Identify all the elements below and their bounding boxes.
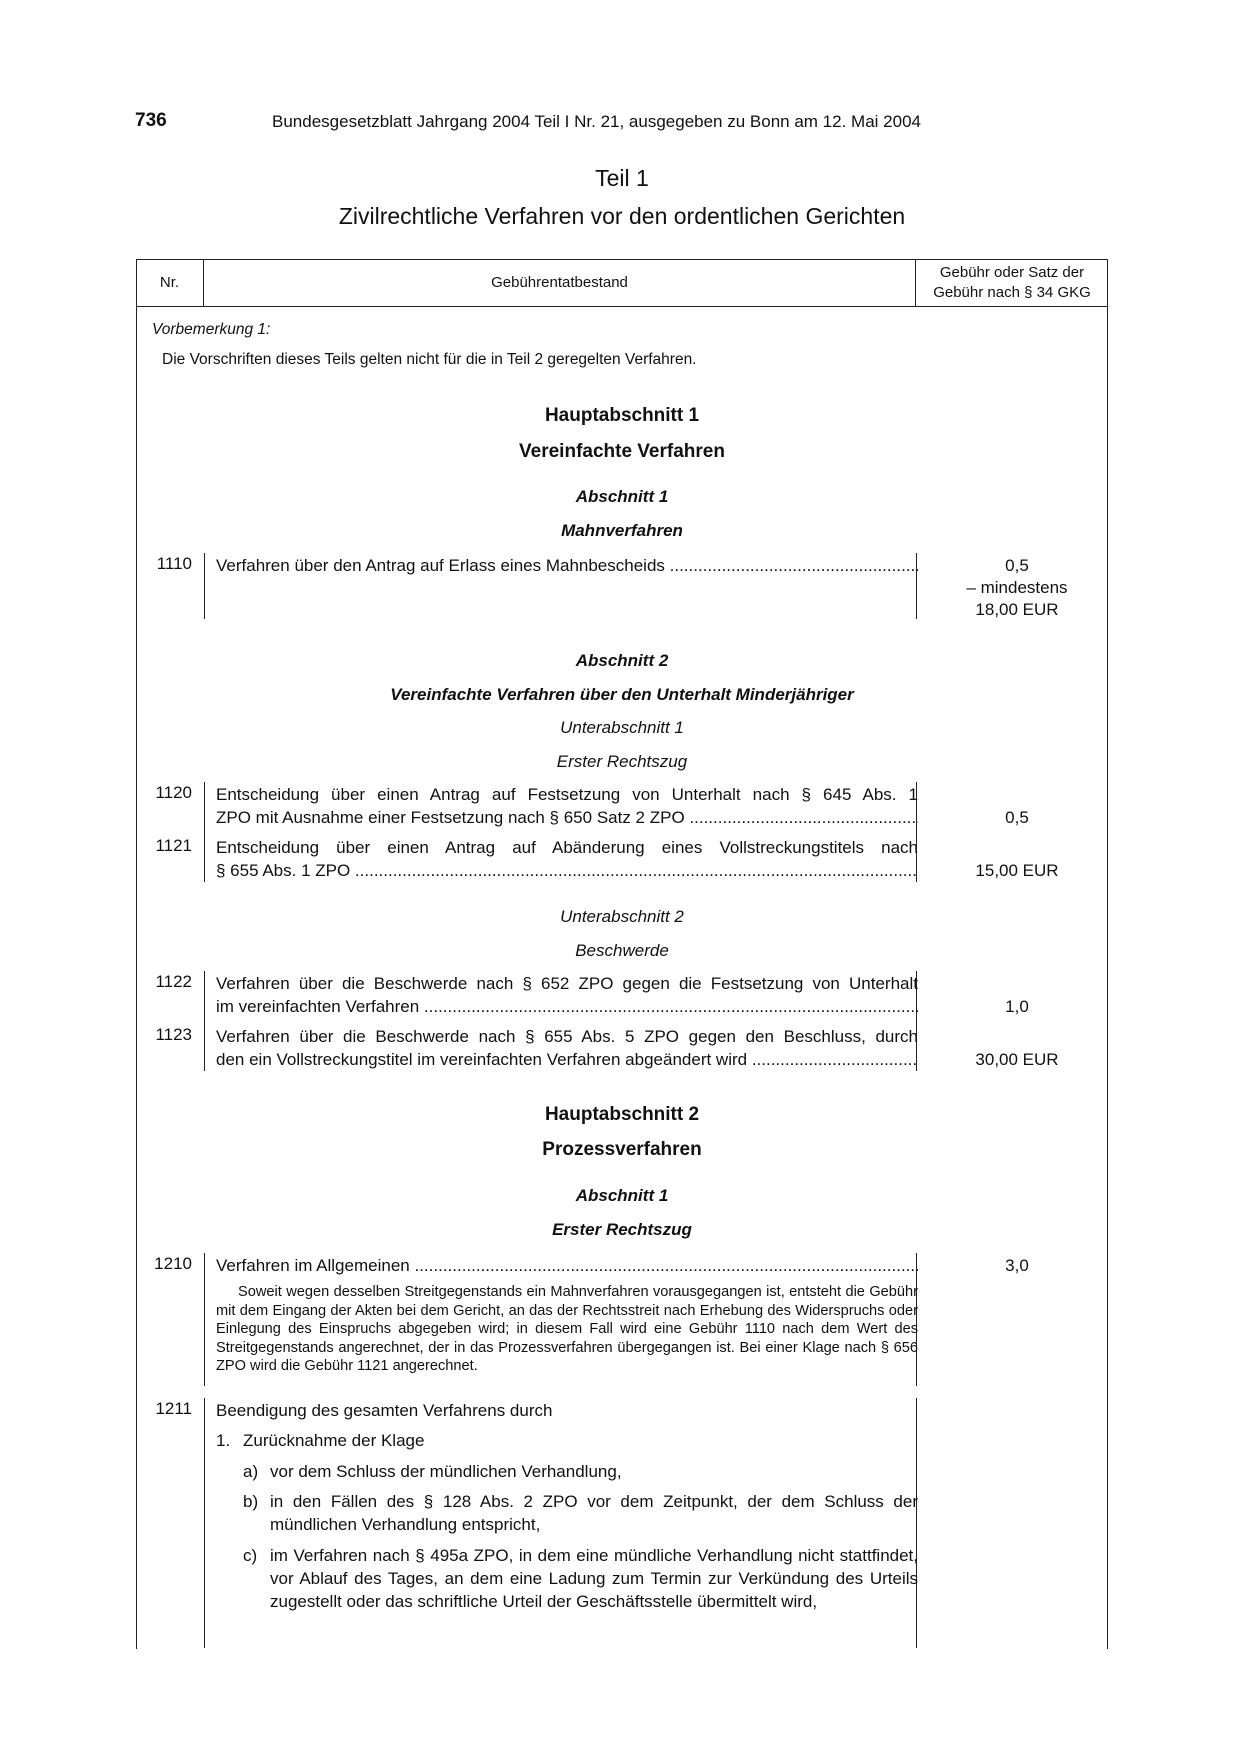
entry-note-1210: Soweit wegen desselben Streitgegenstands ein Mahnverfahren vorausgegangen ist, entsteht die Gebühr mit dem Eingang der Akten bei dem Gericht, an das der Rechtsstreit nach Erhebung des Widerspruchs oder Einlegung des Einspruchs abgegeben wird; in diesem Fall wird eine Gebühr 1110 nach dem Wert des Streitgegenstands angerechnet, der in das Prozessverfahren übergegangen ist. Bei einer Klage nach § 656 ZPO wird die Gebühr 1121 angerechnet.	[216, 1284, 918, 1374]
entry-fee-1123: 30,00 EUR	[975, 1050, 1059, 1069]
entry-fee-1210: 3,0	[1005, 1256, 1029, 1275]
section-1-2-title: Vereinfachte Verfahren über den Unterhalt Minderjähriger	[390, 685, 854, 704]
entry-text-1120-line2: ZPO mit Ausnahme einer Festsetzung nach § 650 Satz 2 ZPO .....	[216, 806, 918, 829]
subsection-1-number: Unterabschnitt 1	[560, 718, 684, 737]
subsection-2-number: Unterabschnitt 2	[560, 907, 684, 926]
column-header-nr: Nr.	[136, 259, 204, 307]
row-divider	[204, 1253, 205, 1386]
section-2-1-number: Abschnitt 1	[575, 1186, 669, 1205]
entry-number-1210: 1210	[154, 1254, 192, 1273]
section-1-1-title: Mahnverfahren	[561, 521, 683, 540]
entry-text-1122-line2: im vereinfachten Verfahren .....	[216, 995, 918, 1018]
part-subtitle: Zivilrechtliche Verfahren vor den ordentlichen Gerichten	[338, 203, 906, 229]
entry-text-1123-line1: Verfahren über die Beschwerde nach § 655 Abs. 5 ZPO gegen den Beschluss, durch	[216, 1027, 918, 1046]
preliminary-text: Die Vorschriften dieses Teils gelten nicht für die in Teil 2 geregelten Verfahren.	[162, 351, 697, 368]
row-divider	[204, 553, 205, 619]
entry-fee-1122: 1,0	[1005, 997, 1029, 1016]
part-title: Teil 1	[595, 165, 649, 191]
column-header-fee-line2: Gebühr nach § 34 GKG	[933, 283, 1091, 301]
entry-text-1210: Verfahren im Allgemeinen .....	[216, 1254, 918, 1277]
entry-text-1122-line1: Verfahren über die Beschwerde nach § 652 ZPO gegen die Festsetzung von Unterhalt	[216, 974, 918, 993]
column-header-fee	[916, 259, 1108, 307]
entry-text-1211-intro: Beendigung des gesamten Verfahrens durch	[216, 1401, 553, 1420]
column-header-fee-line1: Gebühr oder Satz der	[939, 263, 1085, 281]
entry-text-1110: Verfahren über den Antrag auf Erlass eines Mahnbescheids .....	[216, 554, 918, 577]
list-marker-1: 1.	[216, 1431, 231, 1450]
section-1-1-number: Abschnitt 1	[575, 487, 669, 506]
list-marker-b: b)	[243, 1492, 259, 1511]
entry-text-1121-line2: § 655 Abs. 1 ZPO .....	[216, 859, 918, 882]
column-header-description: Gebührentatbestand	[204, 259, 916, 307]
entry-number-1110: 1110	[156, 554, 192, 573]
entry-number-1123: 1123	[155, 1025, 192, 1044]
entry-number-1211: 1211	[155, 1399, 192, 1418]
row-divider	[204, 971, 205, 1071]
entry-fee-1121: 15,00 EUR	[975, 861, 1059, 880]
list-item-a: vor dem Schluss der mündlichen Verhandlung,	[270, 1462, 622, 1481]
main-section-2-title: Prozessverfahren	[542, 1139, 702, 1160]
running-head: Bundesgesetzblatt Jahrgang 2004 Teil I Nr. 21, ausgegeben zu Bonn am 12. Mai 2004	[272, 112, 921, 131]
main-section-2-number: Hauptabschnitt 2	[544, 1104, 700, 1125]
main-section-1-number: Hauptabschnitt 1	[544, 405, 700, 426]
entry-fee-1120: 0,5	[1005, 808, 1029, 827]
entry-fee-1110-rate: 0,5	[1005, 556, 1029, 575]
entry-text-1120-line1: Entscheidung über einen Antrag auf Festsetzung von Unterhalt nach § 645 Abs. 1	[216, 785, 918, 804]
section-1-2-number: Abschnitt 2	[575, 651, 669, 670]
list-item-1: Zurücknahme der Klage	[243, 1431, 425, 1450]
entry-text-1123-line2: den ein Vollstreckungstitel im vereinfachten Verfahren abgeändert wird .....	[216, 1048, 918, 1071]
preliminary-label: Vorbemerkung 1:	[152, 321, 271, 338]
entry-text-1121-line1: Entscheidung über einen Antrag auf Abänderung eines Vollstreckungstitels nach	[216, 838, 918, 857]
entry-number-1121: 1121	[155, 836, 192, 855]
subsection-1-title: Erster Rechtszug	[556, 752, 688, 771]
list-marker-a: a)	[243, 1462, 259, 1481]
list-item-b: in den Fällen des § 128 Abs. 2 ZPO vor dem Zeitpunkt, der dem Schluss der mündlichen Verhandlung entspricht,	[270, 1492, 918, 1534]
entry-fee-1110-amount: 18,00 EUR	[975, 600, 1059, 619]
list-marker-c: c)	[243, 1546, 258, 1565]
page-number: 736	[135, 110, 167, 131]
main-section-1-title: Vereinfachte Verfahren	[519, 441, 725, 462]
entry-number-1120: 1120	[155, 783, 192, 802]
subsection-2-title: Beschwerde	[575, 941, 669, 960]
section-2-1-title: Erster Rechtszug	[552, 1220, 692, 1239]
list-item-c: im Verfahren nach § 495a ZPO, in dem eine mündliche Verhandlung nicht stattfindet, vor Ablauf des Tages, an dem eine Ladung zum Termin zur Verkündung des Urteils zugestellt oder das schriftliche Urteil der Geschäftsstelle übermittelt wird,	[270, 1546, 918, 1611]
entry-fee-1110-minimum: – mindestens	[966, 578, 1068, 597]
row-divider	[204, 782, 205, 882]
row-divider	[204, 1398, 205, 1648]
entry-number-1122: 1122	[155, 972, 192, 991]
